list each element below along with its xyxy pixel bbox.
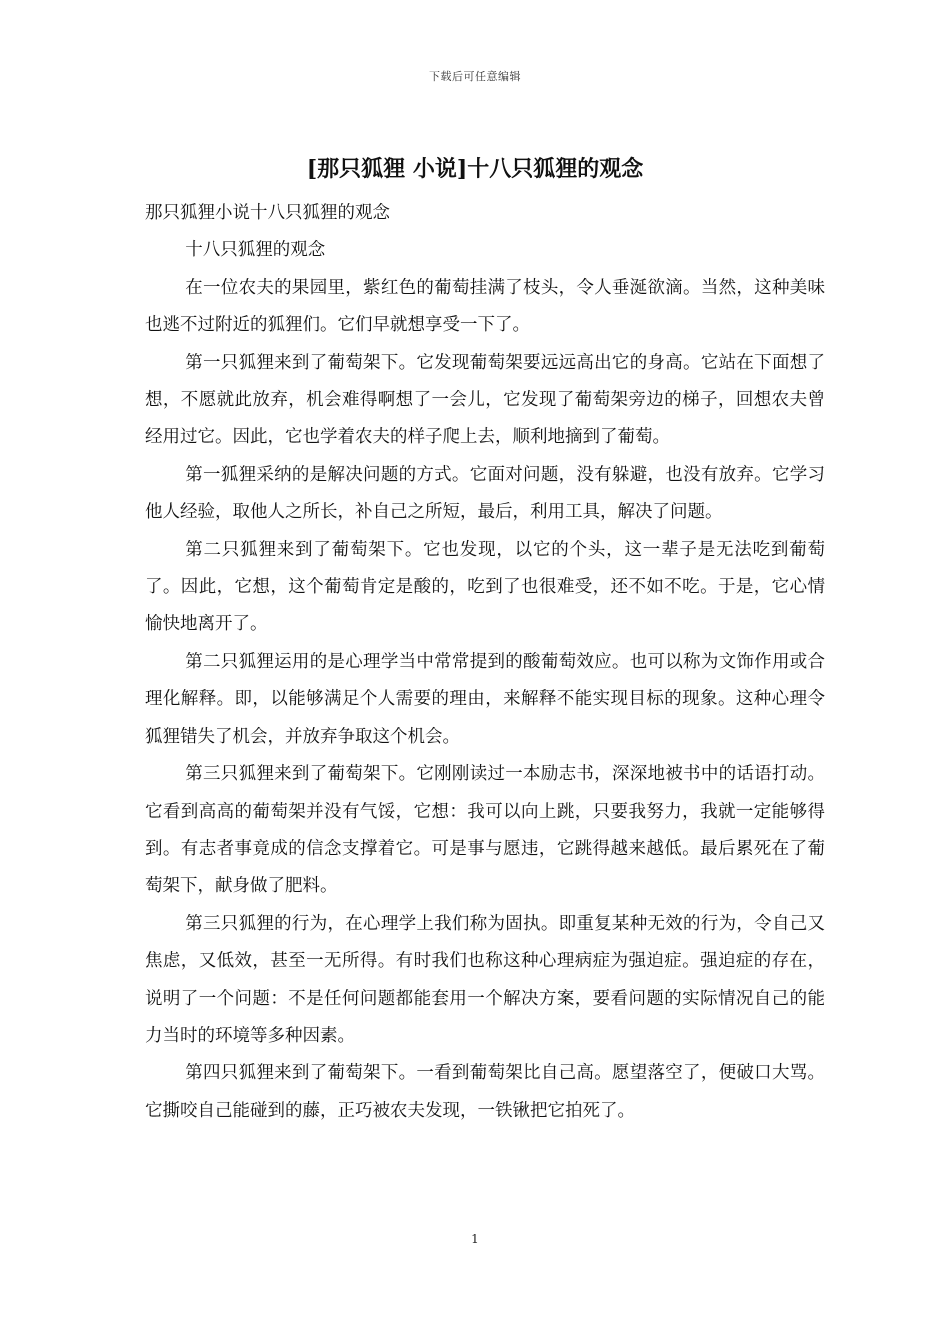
body-paragraph: 第一狐狸采纳的是解决问题的方式。它面对问题，没有躲避，也没有放弃。它学习他人经验，取他人之所长，补自己之所短，最后，利用工具，解决了问题。	[145, 464, 825, 523]
header-note: 下载后可任意编辑	[429, 70, 521, 83]
body-paragraph: 第二只狐狸来到了葡萄架下。它也发现，以它的个头，这一辈子是无法吃到葡萄了。因此，它想，这个葡萄肯定是酸的，吃到了也很难受，还不如不吃。于是，它心情愉快地离开了。	[145, 539, 825, 635]
page-number: 1	[471, 1232, 479, 1246]
body-paragraph: 在一位农夫的果园里，紫红色的葡萄挂满了枝头，令人垂涎欲滴。当然，这种美味也逃不过附近的狐狸们。它们早就想享受一下了。	[145, 277, 825, 336]
body-paragraph: 第四只狐狸来到了葡萄架下。一看到葡萄架比自己高。愿望落空了，便破口大骂。它撕咬自己能碰到的藤，正巧被农夫发现，一铁锹把它拍死了。	[145, 1063, 825, 1121]
subtitle-line: 那只狐狸小说十八只狐狸的观念	[145, 203, 390, 223]
section-heading: 十八只狐狸的观念	[185, 240, 326, 261]
body-paragraph: 第三只狐狸来到了葡萄架下。它刚刚读过一本励志书，深深地被书中的话语打动。它看到高高的葡萄架并没有气馁，它想：我可以向上跳，只要我努力，我就一定能够得到。有志者事竟成的信念支撑着它。可是事与愿违，它跳得越来越低。最后累死在了葡萄架下，献身做了肥料。	[145, 764, 825, 897]
body-paragraph: 第一只狐狸来到了葡萄架下。它发现葡萄架要远远高出它的身高。它站在下面想了想，不愿就此放弃，机会难得啊想了一会儿，它发现了葡萄架旁边的梯子，回想农夫曾经用过它。因此，它也学着农夫的样子爬上去，顺利地摘到了葡萄。	[145, 352, 825, 448]
body-paragraph: 第二只狐狸运用的是心理学当中常常提到的酸葡萄效应。也可以称为文饰作用或合理化解释。即，以能够满足个人需要的理由，来解释不能实现目标的现象。这种心理令狐狸错失了机会，并放弃争取这个机会。	[145, 651, 825, 747]
document-body	[145, 195, 825, 1130]
body-paragraph: 第三只狐狸的行为，在心理学上我们称为固执。即重复某种无效的行为，令自己又焦虑，又低效，甚至一无所得。有时我们也称这种心理病症为强迫症。强迫症的存在，说明了一个问题：不是任何问题都能套用一个解决方案，要看问题的实际情况自己的能力当时的环境等多种因素。	[145, 913, 825, 1046]
document-title: [那只狐狸 小说]十八只狐狸的观念	[306, 156, 644, 182]
